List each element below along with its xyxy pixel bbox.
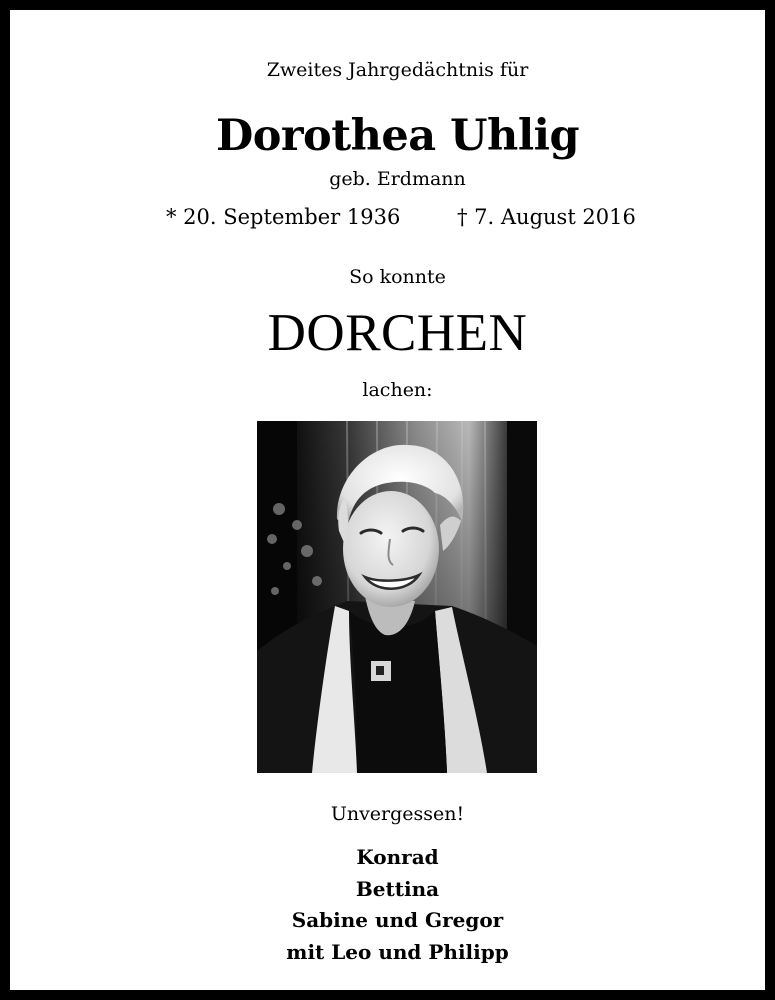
lead-text: So konnte (349, 266, 446, 288)
remember-text: Unvergessen! (330, 803, 465, 825)
signers-list (10, 842, 775, 968)
birth-date: * 20. September 1936 (166, 205, 401, 229)
signer-name: Bettina (355, 876, 440, 901)
signer-name: Konrad (356, 845, 439, 869)
laugh-text: lachen: (362, 379, 433, 401)
signer-name: mit Leo und Philipp (286, 939, 509, 964)
death-date: † 7. August 2016 (457, 205, 636, 229)
signer-name: Sabine und Gregor (291, 908, 504, 932)
portrait-photo (257, 421, 537, 773)
portrait-illustration (257, 421, 537, 773)
nickname: DORCHEN (267, 304, 528, 362)
maiden-name: geb. Erdmann (329, 168, 466, 190)
notice-intro: Zweites Jahrgedächtnis für (266, 59, 529, 81)
deceased-name: Dorothea Uhlig (215, 111, 580, 161)
life-dates (10, 202, 775, 232)
